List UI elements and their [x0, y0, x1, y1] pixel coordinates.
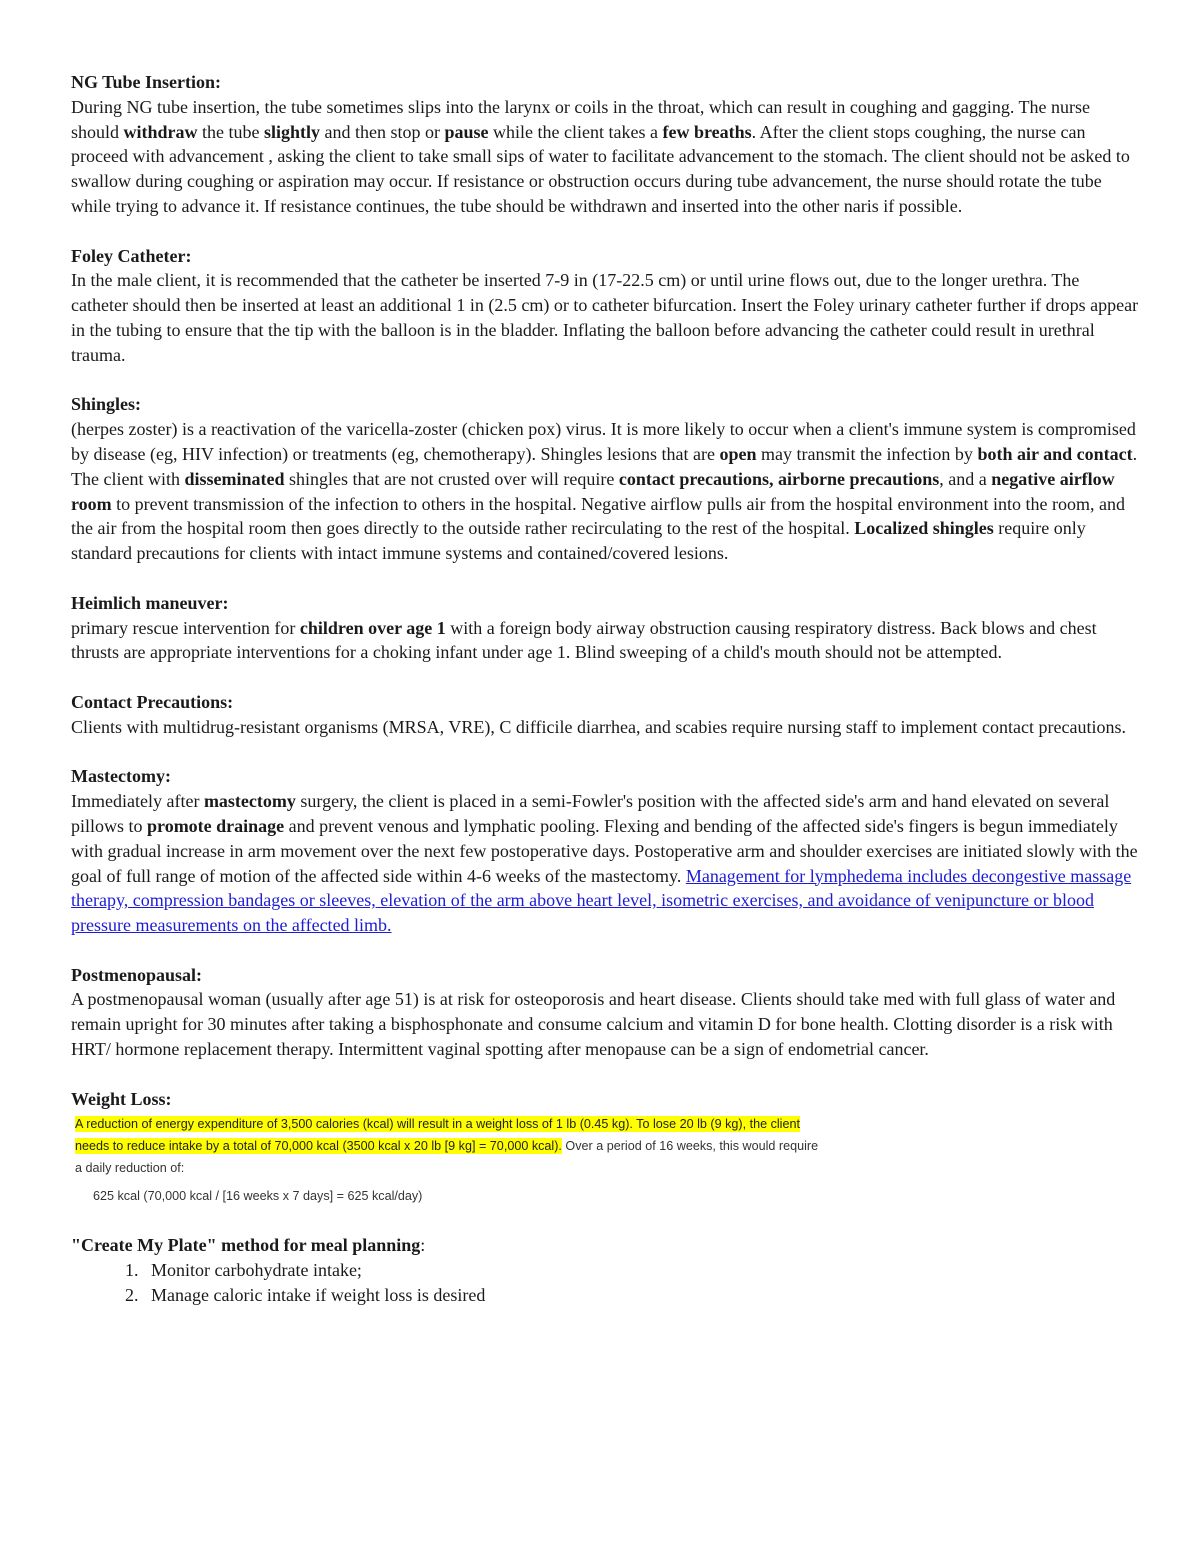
ng-text-2: the tube — [197, 121, 265, 142]
contact-precautions-paragraph: Clients with multidrug-resistant organisms (MRSA, VRE), C difficile diarrhea, and scabies require nursing staff to implement contact precautions. — [71, 716, 1126, 737]
shingles-paragraph — [71, 417, 1140, 566]
heading-create-my-plate — [71, 1233, 1140, 1258]
list-item: 2. Manage caloric intake if weight loss is desired — [143, 1283, 1140, 1308]
ng-bold-withdraw: withdraw — [123, 121, 198, 142]
weight-line-1 — [75, 1113, 1140, 1135]
weight-loss-embedded-image — [71, 1111, 1140, 1207]
mastectomy-bold-drainage: promote drainage — [147, 815, 285, 836]
shingles-text-5: , and a — [939, 468, 992, 489]
heading-shingles: Shingles: — [71, 394, 142, 415]
section-ng-tube — [71, 70, 1140, 219]
section-shingles — [71, 392, 1140, 566]
ng-text-3: and then stop or — [320, 121, 445, 142]
shingles-text-7: require only standard precautions for clients with intact immune systems and contained/covered lesions. — [71, 518, 1086, 564]
ng-text-5: . After the client stops coughing, the nurse can proceed with advancement , asking the client to take small sips of water to facilitate advancement to the stomach. The client should not be asked to swallow during coughing or aspiration may occur. If resistance or obstruction occurs during tube advancement, the nurse should rotate the tube while trying to advance it. If resistance continues, the tube should be withdrawn and inserted into the other naris if possible. — [71, 121, 1130, 216]
shingles-text-6: to prevent transmission of the infection to others in the hospital. Negative airflow pulls air from the hospital environment into the room, and the air from the hospital room then goes directly to the outside rather recirculating to the rest of the hospital. — [71, 493, 1125, 539]
shingles-bold-precautions: contact precautions, airborne precautions — [618, 468, 940, 489]
mastectomy-text-3: and prevent venous and lymphatic pooling. Flexing and bending of the affected side's fingers is begun immediately with gradual increase in arm movement over the next few postoperative days. Postoperative arm and shoulder exercises are initiated slowly with the goal of full range of motion of the affected side within 4-6 weeks of the mastectomy. — [71, 815, 1138, 886]
shingles-bold-open: open — [719, 443, 757, 464]
plate-list — [71, 1258, 1140, 1308]
weight-text-rest-1: Over a period of 16 weeks, this would require — [561, 1139, 819, 1154]
section-create-my-plate — [71, 1233, 1140, 1307]
heading-heimlich: Heimlich maneuver: — [71, 592, 229, 613]
heading-ng-tube: NG Tube Insertion: — [71, 72, 222, 92]
weight-formula: 625 kcal (70,000 kcal / [16 weeks x 7 days] = 625 kcal/day) — [93, 1189, 423, 1204]
shingles-text-1: (herpes zoster) is a reactivation of the varicella-zoster (chicken pox) virus. It is more likely to occur when a client's immune system is compromised by disease (eg, HIV infection) or treatments (eg, chemotherapy). Shingles lesions that are — [71, 419, 1136, 464]
ng-bold-pause: pause — [444, 121, 489, 142]
shingles-bold-localized: Localized shingles — [854, 518, 994, 539]
section-weight-loss — [71, 1087, 1140, 1208]
list-item: 1. Monitor carbohydrate intake; — [143, 1258, 1140, 1283]
heimlich-text-1: primary rescue intervention for — [71, 617, 300, 638]
shingles-text-2: may transmit the infection by — [756, 443, 978, 464]
shingles-bold-air-contact: both air and contact — [977, 443, 1133, 464]
weight-line-2 — [75, 1135, 1140, 1157]
section-contact-precautions — [71, 690, 1140, 740]
heading-weight-loss: Weight Loss: — [71, 1088, 172, 1109]
heimlich-text-2: with a foreign body airway obstruction causing respiratory distress. Back blows and chest thrusts are appropriate interventions for a choking infant under age 1. Blind sweeping of a child's mouth should not be attempted. — [71, 617, 1097, 663]
ng-tube-paragraph — [71, 95, 1140, 219]
section-heimlich — [71, 591, 1140, 665]
mastectomy-text-1: Immediately after — [71, 791, 204, 812]
weight-highlight-2: needs to reduce intake by a total of 70,000 kcal (3500 kcal x 20 lb [9 kg] = 70,000 kcal). — [75, 1139, 562, 1154]
ng-text-1: During NG tube insertion, the tube sometimes slips into the larynx or coils in the throat, which can result in coughing and gagging. The nurse should — [71, 96, 1090, 142]
mastectomy-paragraph — [71, 789, 1140, 938]
ng-bold-slightly: slightly — [264, 121, 321, 142]
mastectomy-bold-mastectomy: mastectomy — [203, 791, 296, 812]
lymphedema-link[interactable]: Management for lymphedema includes decongestive massage therapy, compression bandages or sleeves, elevation of the arm above heart level, isometric exercises, and avoidance of venipuncture or blood pressure measurements on the affected limb. — [71, 865, 1132, 936]
shingles-text-3: . The client with — [71, 443, 1138, 489]
section-mastectomy — [71, 764, 1140, 938]
weight-text-rest-2: a daily reduction of: — [75, 1161, 185, 1176]
plate-heading-colon: : — [420, 1235, 426, 1256]
ng-bold-few-breaths: few breaths — [662, 121, 752, 142]
plate-heading-bold: "Create My Plate" method for meal planning — [71, 1235, 421, 1256]
heimlich-paragraph — [71, 616, 1140, 666]
section-postmenopausal — [71, 963, 1140, 1062]
heading-postmenopausal: Postmenopausal: — [71, 964, 203, 985]
postmenopausal-paragraph: A postmenopausal woman (usually after age 51) is at risk for osteoporosis and heart disease. Clients should take med with full glass of water and remain upright for 30 minutes after taking a bisphosphonate and consume calcium and vitamin D for bone health. Clotting disorder is a risk with HRT/ hormone replacement therapy. Intermittent vaginal spotting after menopause can be a sign of endometrial cancer. — [71, 989, 1116, 1060]
shingles-text-4: shingles that are not crusted over will require — [284, 468, 619, 489]
shingles-bold-disseminated: disseminated — [184, 468, 285, 489]
shingles-bold-negative-airflow: negative airflow room — [71, 468, 1115, 514]
heading-foley: Foley Catheter: — [71, 245, 192, 266]
section-foley — [71, 244, 1140, 368]
foley-paragraph: In the male client, it is recommended that the catheter be inserted 7-9 in (17-22.5 cm) or until urine flows out, due to the longer urethra. The catheter should then be inserted at least an additional 1 in (2.5 cm) or to catheter bifurcation. Insert the Foley urinary catheter further if drops appear in the tubing to ensure that the tip with the balloon is in the bladder. Inflating the balloon before advancing the catheter could result in urethral trauma. — [71, 270, 1139, 365]
mastectomy-text-2: surgery, the client is placed in a semi-Fowler's position with the affected side's arm and hand elevated on several pillows to — [71, 791, 1110, 836]
heimlich-bold-children: children over age 1 — [299, 617, 446, 638]
weight-line-3 — [75, 1157, 1140, 1179]
weight-highlight-1: A reduction of energy expenditure of 3,500 calories (kcal) will result in a weight loss of 1 lb (0.45 kg). To lose 20 lb (9 kg), the client — [75, 1117, 800, 1132]
heading-contact-precautions: Contact Precautions: — [71, 691, 234, 712]
ng-text-4: while the client takes a — [488, 121, 663, 142]
heading-mastectomy: Mastectomy: — [71, 766, 171, 787]
